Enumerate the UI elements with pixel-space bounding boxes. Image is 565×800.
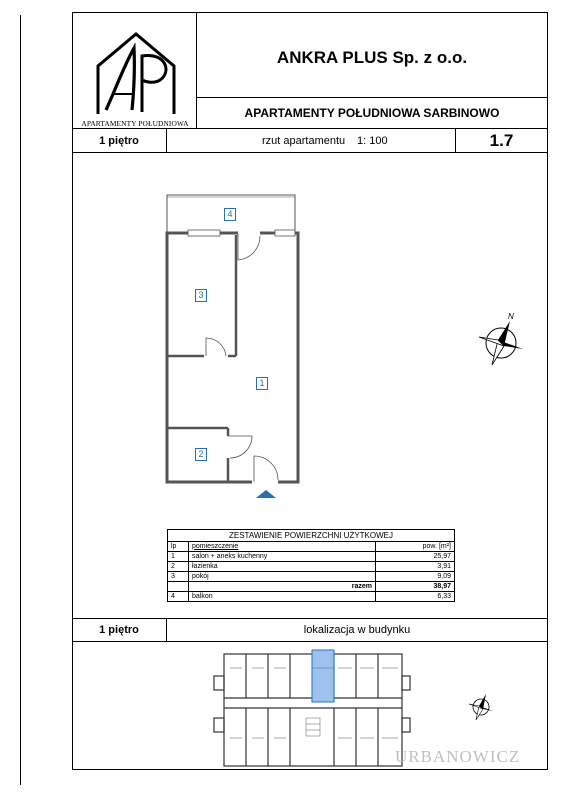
area-summary-table xyxy=(167,529,455,602)
header-divider xyxy=(72,128,548,129)
floor-plan xyxy=(160,188,310,500)
logo-caption: APARTAMENTY POŁUDNIOWA xyxy=(81,119,189,128)
floor-label: 1 piętro xyxy=(99,135,139,147)
room-label-balcony: 4 xyxy=(224,208,236,221)
row-area: 9,09 xyxy=(376,572,455,582)
project-name: APARTAMENTY POŁUDNIOWA SARBINOWO xyxy=(244,106,500,120)
plan-type-label: rzut apartamentu xyxy=(262,135,346,147)
total-value: 38,97 xyxy=(376,582,455,592)
compass-small-icon xyxy=(466,690,496,722)
margin-line xyxy=(20,15,21,785)
location-caption: lokalizacja w budynku xyxy=(303,624,411,636)
location-floor-label: 1 piętro xyxy=(99,624,139,636)
info-divider xyxy=(166,128,167,152)
header-lp: lp xyxy=(168,542,189,552)
location-divider xyxy=(72,641,548,642)
table-row xyxy=(168,562,455,572)
table-header-row xyxy=(168,542,455,552)
header-area: pow. [m²] xyxy=(376,542,455,552)
table-row xyxy=(168,592,455,602)
row-area: 25,97 xyxy=(376,552,455,562)
compass-rose-icon xyxy=(470,310,532,372)
row-room: pokój xyxy=(189,572,376,582)
row-room: łazienka xyxy=(189,562,376,572)
room-label-living-room: 1 xyxy=(256,377,268,390)
room-label-bathroom: 2 xyxy=(195,448,207,461)
watermark: URBANOWICZ xyxy=(395,747,521,766)
header-room: pomieszczenie xyxy=(189,542,376,552)
apartment-number: 1.7 xyxy=(489,131,514,150)
room-label-bedroom: 3 xyxy=(195,289,207,302)
header-divider xyxy=(72,152,548,153)
table-title-row xyxy=(168,530,455,542)
location-divider xyxy=(72,618,548,619)
table-row xyxy=(168,572,455,582)
company-name: ANKRA PLUS Sp. z o.o. xyxy=(276,48,468,67)
row-lp: 3 xyxy=(168,572,189,582)
total-label: razem xyxy=(189,582,376,592)
row-lp: 4 xyxy=(168,592,189,602)
table-title: ZESTAWIENIE POWIERZCHNI UŻYTKOWEJ xyxy=(168,530,455,542)
row-area: 3,91 xyxy=(376,562,455,572)
row-lp: 1 xyxy=(168,552,189,562)
company-logo xyxy=(88,28,184,118)
row-room: salon + aneks kuchenny xyxy=(189,552,376,562)
row-area: 6,33 xyxy=(376,592,455,602)
header-divider xyxy=(196,97,548,98)
row-lp: 2 xyxy=(168,562,189,572)
building-key-plan xyxy=(210,648,412,770)
table-row xyxy=(168,552,455,562)
table-total-row xyxy=(168,582,455,592)
compass-north-label: N xyxy=(508,312,514,321)
scale-label: 1: 100 xyxy=(357,135,388,147)
row-room: balkon xyxy=(189,592,376,602)
